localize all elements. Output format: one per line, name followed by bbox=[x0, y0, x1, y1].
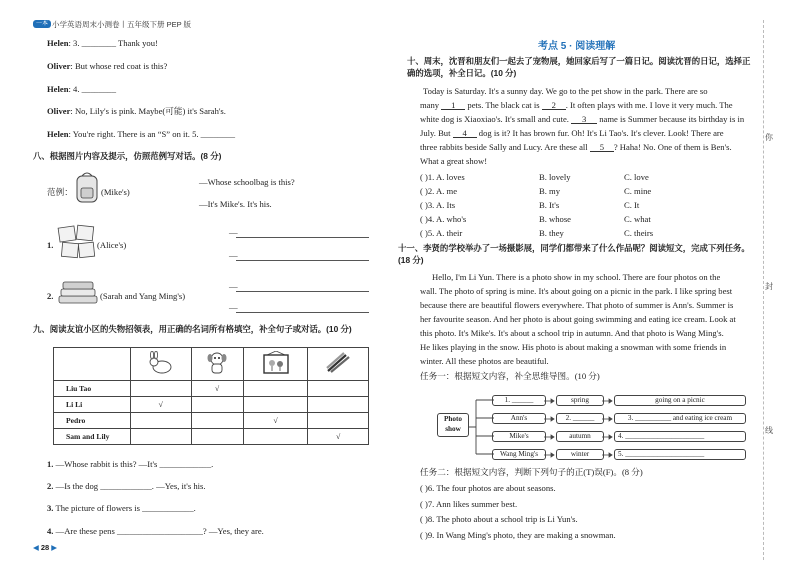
table-pic-cell bbox=[191, 348, 243, 381]
row-name: Li Li bbox=[54, 397, 131, 413]
books-icon bbox=[57, 280, 99, 306]
passage-line: July. But 4 dog is it? It has brown fur. Oh! It's Li Tao's. It's clever. Look! There are bbox=[420, 128, 724, 138]
option-row: ( )1. A. loves bbox=[420, 172, 465, 182]
option-b: B. It's bbox=[539, 200, 560, 210]
q1-dash-1: — bbox=[229, 227, 238, 237]
table-row bbox=[54, 397, 369, 413]
table-corner bbox=[54, 348, 131, 381]
example-question: —Whose schoolbag is this? bbox=[199, 177, 295, 187]
sec9-question: 1. —Whose rabbit is this? —It's ____________. bbox=[47, 459, 214, 469]
passage-line: many 1 pets. The black cat is 2 . It often plays with me. I love it very much. The bbox=[420, 100, 733, 110]
side-char: 封 bbox=[765, 282, 773, 291]
section9-title: 九、阅读友谊小区的失物招领表，用正确的名词所有格填空，补全句子或对话。(10 分) bbox=[33, 324, 352, 334]
map-season-box[interactable]: 2. ______ bbox=[556, 413, 604, 424]
map-name-box[interactable]: 1. ______ bbox=[492, 395, 546, 406]
option-c: C. It bbox=[624, 200, 640, 210]
map-season-box: spring bbox=[556, 395, 604, 406]
dialog-line: Oliver: But whose red coat is this? bbox=[47, 61, 168, 71]
table-pic-cell bbox=[243, 348, 308, 381]
judge-item: ( )9. In Wang Ming's photo, they are making a snowman. bbox=[420, 530, 616, 540]
option-b: B. whose bbox=[539, 214, 571, 224]
q1-dash-2: — bbox=[229, 250, 238, 260]
blank-5[interactable]: 5 bbox=[590, 142, 614, 152]
blank-4[interactable]: 4 bbox=[453, 128, 477, 138]
section11-title: 十一、李贤的学校举办了一场摄影展，同学们都带来了什么作品呢？阅读短文，完成下列任务。(18 分) bbox=[398, 243, 750, 265]
dialog-line: Helen: You're right. There is an “S” on it. 5. ________ bbox=[47, 129, 236, 139]
passage-line: Today is Saturday. It's a sunny day. We go to the pet show in the park. There are so bbox=[423, 86, 708, 96]
passage-line: because there are beautiful flowers everywhere. That photo of summer is Ann's. Summer is bbox=[420, 300, 734, 310]
option-c: C. theirs bbox=[624, 228, 654, 238]
passage-line: this photo. It's Mike's. It's about a school trip in autumn. And that photo is Wang Ming's. bbox=[420, 328, 724, 338]
map-season-box: autumn bbox=[556, 431, 604, 442]
q1-hint: (Alice's) bbox=[97, 240, 127, 250]
section8-title: 八、根据图片内容及提示，仿照范例写对话。(8 分) bbox=[33, 151, 222, 161]
mind-map-center: Photo show bbox=[437, 413, 469, 437]
passage-line: three rabbits beside Sally and Lucy. Are these all 5 ? Haha! No. One of them is Ben's. bbox=[420, 142, 732, 152]
check-mark: √ bbox=[308, 429, 369, 445]
dialog-line: Helen: 4. ________ bbox=[47, 84, 116, 94]
q2-hint: (Sarah and Yang Ming's) bbox=[100, 291, 186, 301]
answer-line[interactable] bbox=[236, 237, 369, 238]
page-number: ◀ 28 ▶ bbox=[33, 543, 58, 552]
row-name: Liu Tao bbox=[54, 381, 131, 397]
check-mark: √ bbox=[243, 413, 308, 429]
dialog-line: Oliver: No, Lily's is pink. Maybe(可能) it's Sarah's. bbox=[47, 106, 226, 116]
dialog-line: Helen: 3. ________ Thank you! bbox=[47, 38, 158, 48]
header-badge: 一本 bbox=[33, 20, 51, 28]
pens-icon bbox=[324, 351, 352, 375]
table-pic-cell bbox=[131, 348, 192, 381]
q2-dash-1: — bbox=[229, 281, 238, 291]
judge-item: ( )7. Ann likes summer best. bbox=[420, 499, 518, 509]
option-c: C. mine bbox=[624, 186, 652, 196]
dog-icon bbox=[205, 350, 229, 376]
passage-line: white dog is Xiaoxiao's. It's small and cute. 3 name is Summer because its birthday is in bbox=[420, 114, 745, 124]
table-row bbox=[54, 429, 369, 445]
passage-line: winter. All these photos are beautiful. bbox=[420, 356, 549, 366]
rabbit-icon bbox=[147, 351, 175, 375]
side-char: 你 bbox=[765, 133, 773, 142]
row-name: Pedro bbox=[54, 413, 131, 429]
q1-number: 1. bbox=[47, 240, 54, 250]
passage-line: What a great show! bbox=[420, 156, 488, 166]
answer-line[interactable] bbox=[236, 260, 369, 261]
header-title: 小学英语周末小测卷丨五年级下册 PEP 版 bbox=[52, 20, 192, 29]
row-name: Sam and Lily bbox=[54, 429, 131, 445]
judge-item: ( )6. The four photos are about seasons. bbox=[420, 483, 556, 493]
table-row bbox=[54, 413, 369, 429]
lost-found-table bbox=[53, 347, 369, 445]
map-content-box[interactable]: 4. ______________________ bbox=[614, 431, 746, 442]
map-content-box[interactable]: 5. ______________________ bbox=[614, 449, 746, 460]
example-label: 范例： bbox=[47, 187, 73, 197]
schoolbag-icon bbox=[73, 170, 101, 204]
option-c: C. love bbox=[624, 172, 649, 182]
map-name-box: Wang Ming's bbox=[492, 449, 546, 460]
check-mark: √ bbox=[131, 397, 192, 413]
table-row bbox=[54, 381, 369, 397]
passage-line: He likes playing in the snow. His photo is about making a snowman with some friends in bbox=[420, 342, 727, 352]
passage-line: Hello, I'm Li Yun. There is a photo show in my school. There are four photos on the bbox=[432, 272, 721, 282]
option-row: ( )4. A. who's bbox=[420, 214, 467, 224]
task1-title: 任务一：根据短文内容，补全思维导图。(10 分) bbox=[420, 371, 600, 381]
q2-dash-2: — bbox=[229, 302, 238, 312]
example-answer: —It's Mike's. It's his. bbox=[199, 199, 272, 209]
map-season-box: winter bbox=[556, 449, 604, 460]
map-arrows bbox=[544, 396, 624, 460]
blank-2[interactable]: 2 bbox=[542, 100, 566, 110]
task2-title: 任务二：根据短文内容，判断下列句子的正(T)误(F)。(8 分) bbox=[420, 467, 643, 477]
photos-icon bbox=[57, 223, 97, 261]
option-b: B. they bbox=[539, 228, 564, 238]
option-row: ( )5. A. their bbox=[420, 228, 463, 238]
table-pic-cell bbox=[308, 348, 369, 381]
blank-1[interactable]: 1 bbox=[441, 100, 465, 110]
flower-picture-icon bbox=[261, 351, 291, 375]
side-char: 线 bbox=[765, 426, 773, 435]
option-row: ( )2. A. me bbox=[420, 186, 458, 196]
map-content-box[interactable]: 3. __________ and eating ice cream bbox=[614, 413, 746, 424]
section10-title: 十、周末，沈晋和朋友们一起去了宠物展，她回家后写了一篇日记。阅读沈晋的日记，选择正确的选项，补全日记。(10 分) bbox=[407, 56, 751, 78]
sec9-question: 3. The picture of flowers is ____________. bbox=[47, 503, 196, 513]
option-c: C. what bbox=[624, 214, 651, 224]
passage-line: wall. The photo of spring is mine. It's about going on a picnic in the park. I like spring best bbox=[420, 286, 733, 296]
map-content-box: going on a picnic bbox=[614, 395, 746, 406]
blank-3[interactable]: 3 bbox=[571, 114, 597, 124]
option-b: B. my bbox=[539, 186, 561, 196]
judge-item: ( )8. The photo about a school trip is Li Yun's. bbox=[420, 514, 578, 524]
example-hint: (Mike's) bbox=[101, 187, 130, 197]
sec9-question: 4. —Are these pens ____________________? —Yes, they are. bbox=[47, 526, 264, 536]
option-b: B. lovely bbox=[539, 172, 571, 182]
option-row: ( )3. A. Its bbox=[420, 200, 456, 210]
binding-line bbox=[763, 20, 764, 560]
map-name-box: Ann's bbox=[492, 413, 546, 424]
check-mark: √ bbox=[191, 381, 243, 397]
answer-line[interactable] bbox=[236, 312, 369, 313]
kaodian-title: 考点 5 · 阅读理解 bbox=[538, 41, 616, 52]
sec9-question: 2. —Is the dog ____________. —Yes, it's his. bbox=[47, 481, 206, 491]
passage-line: her favourite season. And her photo is about going swimming and eating ice cream. Look at bbox=[420, 314, 736, 324]
q2-number: 2. bbox=[47, 291, 54, 301]
answer-line[interactable] bbox=[236, 291, 369, 292]
map-name-box: Mike's bbox=[492, 431, 546, 442]
